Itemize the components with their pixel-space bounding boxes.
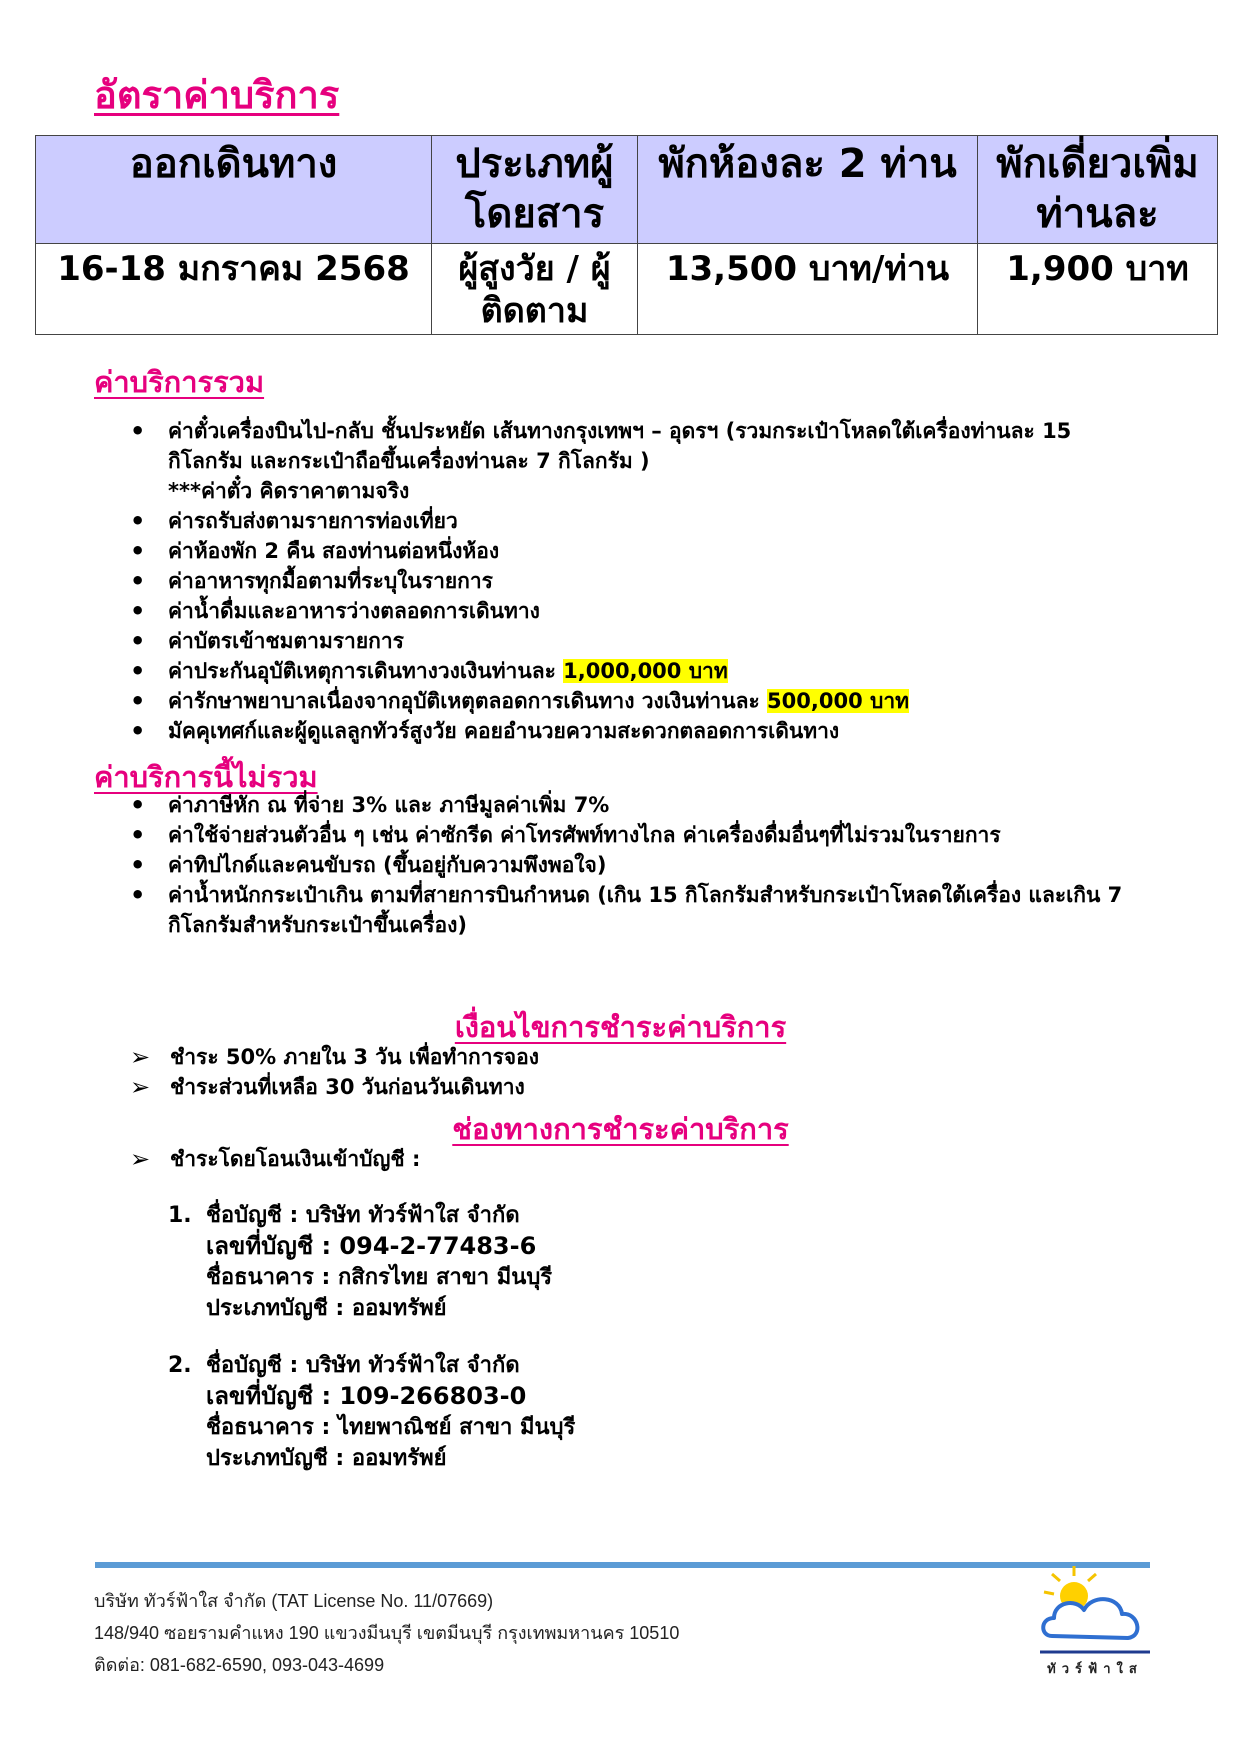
- cell-passenger-type: ผู้สูงวัย / ผู้ติดตาม: [432, 244, 638, 335]
- account-number-label: 1.: [168, 1203, 192, 1228]
- list-item: • ค่าน้ำหนักกระเป๋าเกิน ตามที่สายการบินกำหนด (เกิน 15 กิโลกรัมสำหรับกระเป๋าโหลดใต้เครื่อง และเกิน 7 กิโลกรัมสำหรับกระเป๋าขึ้นเครื่อง): [130, 881, 1123, 937]
- col-header-single-supplement: พักเดี่ยวเพิ่มท่านละ: [978, 136, 1218, 244]
- payment-terms-list: [130, 1042, 1150, 1102]
- footer-contact: ติดต่อ: 081-682-6590, 093-043-4699: [94, 1655, 385, 1675]
- insurance-amount: 1,000,000 บาท: [563, 659, 728, 683]
- cell-single-price: 1,900 บาท: [978, 244, 1218, 335]
- cell-departure-date: 16-18 มกราคม 2568: [36, 244, 432, 335]
- payment-channels-intro: [130, 1144, 1150, 1174]
- company-logo: [1040, 1566, 1150, 1676]
- bullet-icon: •: [130, 567, 146, 595]
- footer-company: บริษัท ทัวร์ฟ้าใส จำกัด (TAT License No. 11/07669): [94, 1591, 494, 1611]
- logo-text: ทัวร์ฟ้าใส: [1047, 1662, 1143, 1677]
- list-item: ➢ ชำระส่วนที่เหลือ 30 วันก่อนวันเดินทาง: [130, 1073, 525, 1101]
- table-row: [36, 244, 1218, 335]
- list-item: • ค่าบัตรเข้าชมตามรายการ: [130, 627, 404, 655]
- bullet-icon: •: [130, 657, 146, 685]
- medical-amount: 500,000 บาท: [767, 689, 909, 713]
- payment-channels-title: ช่องทางการชำระค่าบริการ: [452, 1112, 789, 1146]
- excluded-title: ค่าบริการนี้ไม่รวม: [94, 760, 318, 794]
- sun-cloud-icon: [1040, 1566, 1150, 1656]
- bullet-icon: •: [130, 537, 146, 565]
- footer-divider: [95, 1562, 1150, 1568]
- list-item: • ค่าตั๋วเครื่องบินไป-กลับ ชั้นประหยัด เส้นทางกรุงเทพฯ – อุดรฯ (รวมกระเป๋าโหลดใต้เครื่องท่านละ 15 กิโลกรัม และกระเป๋าถือขึ้นเครื่องท่านละ 7 กิโลกรัม ) ***ค่าตั๋ว คิดราคาตามจริง: [130, 416, 1150, 506]
- excluded-list: [130, 790, 1150, 940]
- list-item: • ค่าห้องพัก 2 คืน สองท่านต่อหนึ่งห้อง: [130, 537, 500, 565]
- arrow-bullet-icon: ➢: [130, 1073, 151, 1101]
- cell-twin-price: 13,500 บาท/ท่าน: [638, 244, 978, 335]
- list-item: • ค่ารักษาพยาบาลเนื่องจากอุบัติเหตุตลอดการเดินทาง วงเงินท่านละ 500,000 บาท: [130, 687, 909, 715]
- bank-account-1: [168, 1200, 552, 1324]
- bullet-icon: •: [130, 597, 146, 625]
- list-item: • ค่าภาษีหัก ณ ที่จ่าย 3% และ ภาษีมูลค่าเพิ่ม 7%: [130, 791, 610, 819]
- footer-address: 148/940 ซอยรามคำแหง 190 แขวงมีนบุรี เขตมีนบุรี กรุงเทพมหานคร 10510: [94, 1623, 680, 1643]
- payment-terms-title: เงื่อนไขการชำระค่าบริการ: [454, 1010, 787, 1044]
- list-item: • ค่าใช้จ่ายส่วนตัวอื่น ๆ เช่น ค่าซักรีด ค่าโทรศัพท์ทางไกล ค่าเครื่องดื่มอื่นๆที่ไม่รวมในรายการ: [130, 821, 1001, 849]
- account-type: ประเภทบัญชี : ออมทรัพย์: [206, 1446, 447, 1471]
- bullet-icon: •: [130, 417, 146, 445]
- list-item: • ค่ารถรับส่งตามรายการท่องเที่ยว: [130, 507, 458, 535]
- ticket-note: ***ค่าตั๋ว คิดราคาตามจริง: [168, 479, 410, 503]
- arrow-bullet-icon: ➢: [130, 1043, 151, 1071]
- account-type: ประเภทบัญชี : ออมทรัพย์: [206, 1296, 447, 1321]
- page-title: อัตราค่าบริการ: [94, 73, 340, 117]
- bank-name: ชื่อธนาคาร : กสิกรไทย สาขา มีนบุรี: [206, 1265, 553, 1290]
- list-item: ➢ ชำระ 50% ภายใน 3 วัน เพื่อทำการจอง: [130, 1043, 539, 1071]
- bullet-icon: •: [130, 881, 146, 909]
- account-name: ชื่อบัญชี : บริษัท ทัวร์ฟ้าใส จำกัด: [206, 1353, 520, 1378]
- bank-name: ชื่อธนาคาร : ไทยพาณิชย์ สาขา มีนบุรี: [206, 1415, 576, 1440]
- bullet-icon: •: [130, 687, 146, 715]
- list-item: • ค่าทิปไกด์และคนขับรถ (ขึ้นอยู่กับความพึงพอใจ): [130, 851, 607, 879]
- list-item: ➢ ชำระโดยโอนเงินเข้าบัญชี :: [130, 1145, 421, 1173]
- account-number-label: 2.: [168, 1353, 192, 1378]
- list-item: • มัคคุเทศก์และผู้ดูแลลูกทัวร์สูงวัย คอยอำนวยความสะดวกตลอดการเดินทาง: [130, 717, 840, 745]
- account-number: เลขที่บัญชี : 109-266803-0: [206, 1382, 527, 1410]
- bullet-icon: •: [130, 717, 146, 745]
- account-name: ชื่อบัญชี : บริษัท ทัวร์ฟ้าใส จำกัด: [206, 1203, 520, 1228]
- bullet-icon: •: [130, 507, 146, 535]
- bank-account-2: [168, 1350, 575, 1474]
- list-item: • ค่าอาหารทุกมื้อตามที่ระบุในรายการ: [130, 567, 493, 595]
- account-number: เลขที่บัญชี : 094-2-77483-6: [206, 1232, 537, 1260]
- included-list: [130, 416, 1150, 746]
- rate-table-header-row: [36, 136, 1218, 244]
- bullet-icon: •: [130, 627, 146, 655]
- list-item: • ค่าประกันอุบัติเหตุการเดินทางวงเงินท่านละ 1,000,000 บาท: [130, 657, 728, 685]
- col-header-passenger-type: ประเภทผู้โดยสาร: [432, 136, 638, 244]
- arrow-bullet-icon: ➢: [130, 1145, 151, 1173]
- bullet-icon: •: [130, 851, 146, 879]
- bullet-icon: •: [130, 791, 146, 819]
- rate-table: [35, 135, 1218, 335]
- col-header-twin-share: พักห้องละ 2 ท่าน: [638, 136, 978, 244]
- col-header-departure: ออกเดินทาง: [36, 136, 432, 244]
- included-title: ค่าบริการรวม: [94, 365, 265, 399]
- bullet-icon: •: [130, 821, 146, 849]
- list-item: • ค่าน้ำดื่มและอาหารว่างตลอดการเดินทาง: [130, 597, 540, 625]
